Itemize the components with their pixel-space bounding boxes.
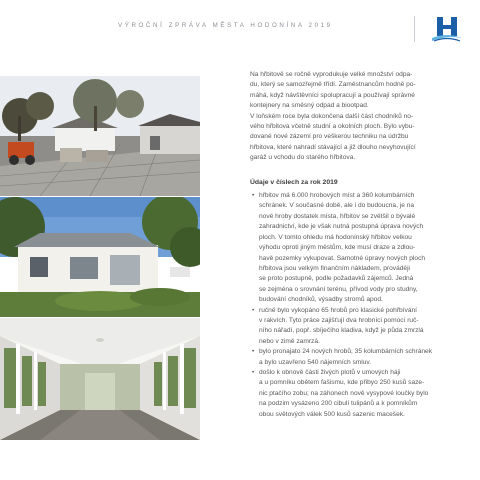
photo-covered-walkway: [0, 318, 200, 440]
text-line: a u pomníku obětem fašismu, kde přibyo 250 kusů saze-: [259, 379, 425, 387]
list-item: [250, 347, 450, 368]
text-line: hřbitova, které nahradí stávající a již dlouho nevyhovující: [250, 143, 416, 151]
text-line: dované nové zázemí pro veškerou techniku na údržbu: [250, 133, 409, 141]
bullet-icon: •: [252, 192, 255, 200]
text-line: havě pozemky vykupovat. Samotné úpravy nových ploch: [259, 254, 426, 262]
hodonin-h-logo-icon: [430, 14, 464, 44]
text-line: zahradnictví, kde je však nutná postupná úprava nových: [259, 223, 424, 231]
header-divider: [414, 16, 415, 42]
bullet-icon: •: [252, 348, 255, 356]
bullet-icon: •: [252, 368, 255, 376]
text-line: na podzim vysázeno 200 cibulí tulipánů a k pomníkům: [259, 400, 418, 408]
text-line: kontejnery na směsný odpad a biootpad.: [250, 102, 369, 110]
text-line: se zejména o srovnání terénu, přívod vody pro studny,: [259, 285, 418, 293]
text-line: došlo k obnově části živých plotů v umových háji: [259, 368, 401, 376]
text-line: výhodu oproti jiným městům, kde musí draze a zdlou-: [259, 244, 416, 252]
text-line: du, který se samozřejmě třídí. Zaměstnancům hodně po-: [250, 81, 416, 89]
text-line: Na hřbitově se ročně vyprodukuje velké množství odpa-: [250, 71, 413, 78]
text-line: V loňském roce byla dokončena další část chodníků no-: [250, 112, 414, 120]
text-line: nové hroby dostatek místa, hřbitov se zvětšil o bývalé: [259, 212, 416, 220]
text-line: budování chodníků, výsadby stromů apod.: [259, 296, 383, 304]
text-line: schránek. V současné době, ale i do budoucna, je na: [259, 202, 415, 210]
list-item: [250, 191, 450, 305]
photo-construction-site: [0, 76, 200, 196]
list-item: [250, 368, 450, 420]
report-header-title: VÝROČNÍ ZPRÁVA MĚSTA HODONÍNA 2019: [118, 22, 333, 29]
article-text-column: [250, 70, 450, 420]
text-line: ploch. V tomto ohledu má hodonínský hřbitov velkou: [259, 233, 412, 241]
intro-paragraph: [250, 70, 450, 164]
text-line: vého hřbitova včetně studní a okolních ploch. Bylo vybu-: [250, 123, 415, 131]
text-line: obou světových válek 500 kusů sazenic macešek.: [259, 410, 405, 418]
text-line: nebo v zimě zamrzá.: [259, 337, 320, 345]
text-line: nic ptačího zobu; na záhonech nově vysypové loučky bylo: [259, 389, 429, 397]
list-item: [250, 306, 450, 348]
text-line: se proto postupně, podle požadavků zájemců. Jedná: [259, 275, 414, 283]
city-logo: [430, 14, 464, 44]
text-line: ního nářadí, popř. sbíječího kladiva, když je půda zmrzlá: [259, 327, 424, 335]
text-line: máhá, když návštěvníci spolupracují a používají správné: [250, 91, 415, 99]
section-heading: Údaje v číslech za rok 2019: [250, 178, 338, 186]
text-line: v rakvích. Tyto práce zajišťují dva hrobníci pomocí ruč-: [259, 316, 419, 324]
text-line: a bylo uzavřeno 540 nájemních smluv.: [259, 358, 372, 366]
text-line: hřbitov má 6.000 hrobových míst a 360 kolumbárních: [259, 192, 415, 200]
text-line: bylo pronajato 24 nových hrobů, 35 kolumbárních schránek: [259, 348, 433, 356]
text-line: ručně bylo vykopáno 65 hrobů pro klasické pohřbívání: [259, 306, 417, 314]
text-line: hřbitova jsou velkým finančním nákladem, prováději: [259, 264, 410, 272]
photo-cemetery-building: [0, 197, 200, 317]
text-line: garáž u vchodu do starého hřbitova.: [250, 154, 356, 162]
bullet-icon: •: [252, 306, 255, 314]
statistics-list: [250, 191, 450, 420]
